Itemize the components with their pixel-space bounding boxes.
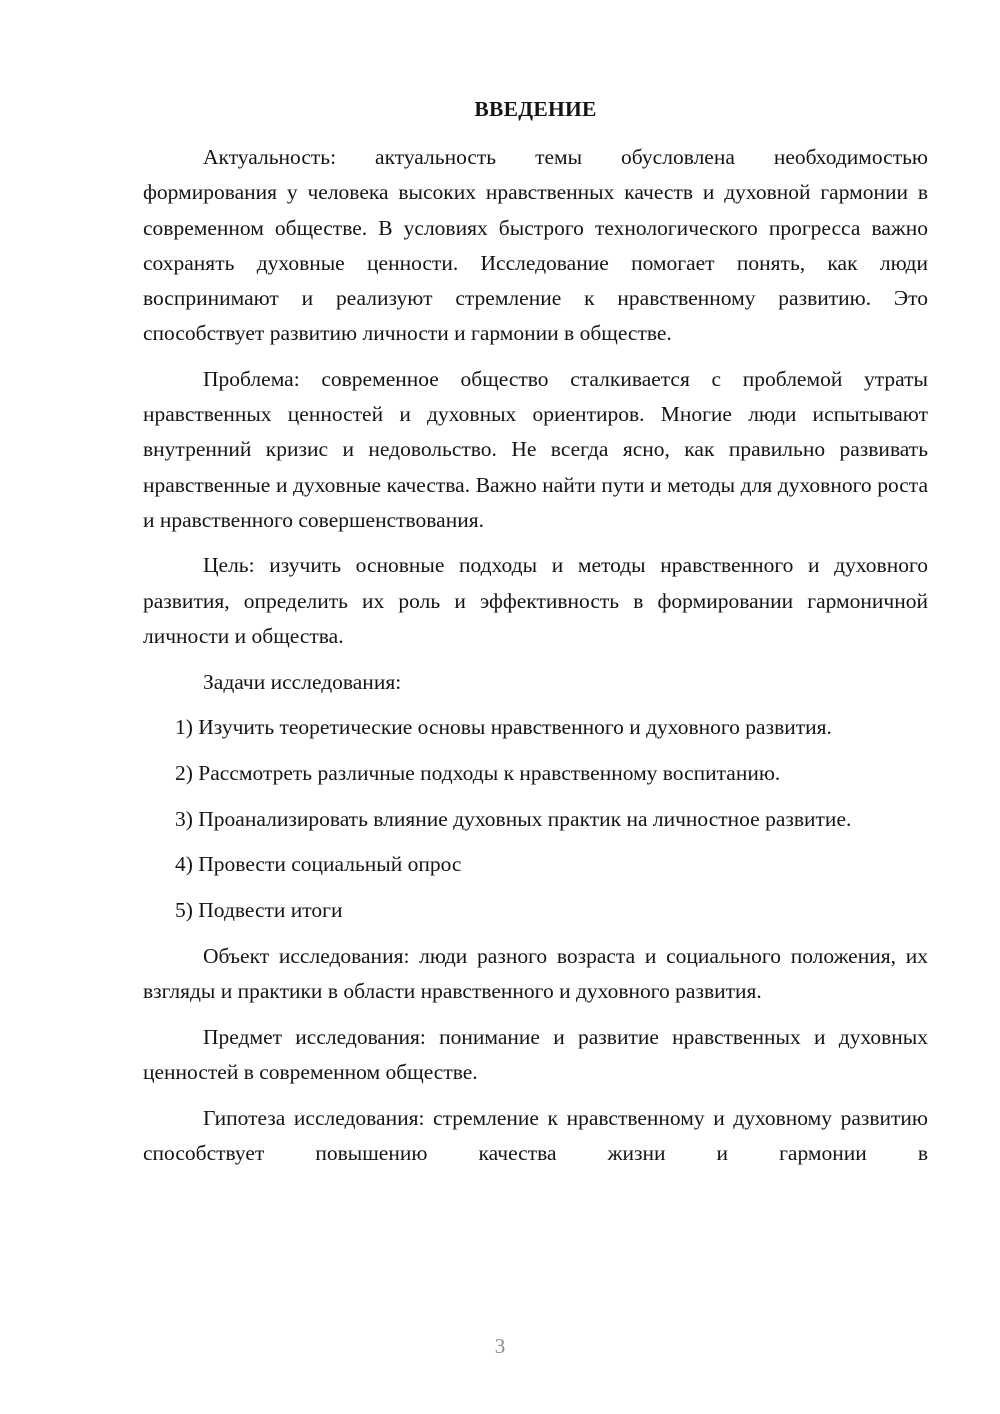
task-item-4: 4) Провести социальный опрос: [175, 852, 462, 877]
section-title: ВВЕДЕНИЕ: [474, 97, 597, 121]
paragraph-hypothesis: Гипотеза исследования: стремление к нравственному и духовному развитию способствует повышению качества жизни и гармонии в: [143, 1105, 928, 1165]
page-content: [143, 92, 928, 1181]
paragraph-relevance: Актуальность: актуальность темы обусловлена необходимостью формирования у человека высоких нравственных качеств и духовной гармонии в современном обществе. В условиях быстрого технологического прогресса важно сохранять духовные ценности. Исследование помогает понять, как люди воспринимают и реализуют стремление к нравственному развитию. Это способствует развитию личности и гармонии в обществе.: [143, 145, 928, 346]
paragraph-goal: Цель: изучить основные подходы и методы нравственного и духовного развития, определить их роль и эффективность в формировании гармоничной личности и общества.: [143, 553, 928, 648]
task-item-2: 2) Рассмотреть различные подходы к нравственному воспитанию.: [175, 760, 781, 785]
paragraph-object: Объект исследования: люди разного возраста и социального положения, их взгляды и практики в области нравственного и духовного развития.: [143, 943, 928, 1003]
task-item-1: 1) Изучить теоретические основы нравственного и духовного развития.: [175, 715, 832, 740]
paragraph-subject: Предмет исследования: понимание и развитие нравственных и духовных ценностей в современном обществе.: [143, 1024, 928, 1084]
task-item-3: 3) Проанализировать влияние духовных практик на личностное развитие.: [175, 806, 852, 831]
paragraph-problem: Проблема: современное общество сталкивается с проблемой утраты нравственных ценностей и духовных ориентиров. Многие люди испытывают внутренний кризис и недовольство. Не всегда ясно, как правильно развивать нравственные и духовные качества. Важно найти пути и методы для духовного роста и нравственного совершенствования.: [143, 366, 928, 532]
paragraph-tasks-heading: Задачи исследования:: [203, 669, 402, 694]
page-number: 3: [494, 1334, 506, 1358]
task-item-5: 5) Подвести итоги: [175, 898, 343, 923]
